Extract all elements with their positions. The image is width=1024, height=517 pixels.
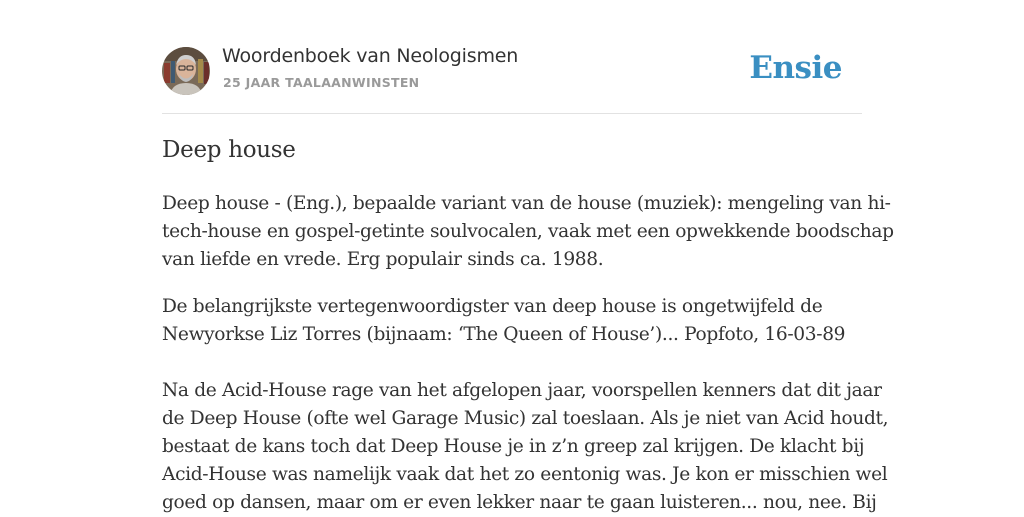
- definition-paragraph: [162, 190, 894, 274]
- paragraph-line: goed op dansen, maar om er even lekker naar te gaan luisteren... nou, nee. Bij: [162, 492, 877, 513]
- paragraph-line: Newyorkse Liz Torres (bijnaam: ‘The Queen of House’)... Popfoto, 16-03-89: [162, 324, 846, 345]
- site-header: [162, 0, 862, 114]
- page-container: [162, 0, 894, 513]
- site-title[interactable]: Woordenboek van Neologismen: [222, 45, 519, 67]
- avatar[interactable]: [162, 47, 210, 95]
- paragraph-line: Na de Acid-House rage van het afgelopen jaar, voorspellen kenners dat dit jaar: [162, 380, 882, 401]
- site-subtitle: 25 JAAR TAALAANWINSTEN: [223, 75, 420, 90]
- paragraph-line: de Deep House (ofte wel Garage Music) zal toeslaan. Als je niet van Acid houdt,: [162, 408, 889, 429]
- paragraph-line: Acid-House was namelijk vaak dat het zo eentonig was. Je kon er misschien wel: [162, 464, 888, 485]
- paragraph-line: tech-house en gospel-getinte soulvocalen, vaak met een opwekkende boodschap: [162, 221, 894, 242]
- brand-logo[interactable]: Ensie: [749, 50, 842, 86]
- paragraph-line: van liefde en vrede. Erg populair sinds ca. 1988.: [162, 249, 604, 270]
- paragraph-line: bestaat de kans toch dat Deep House je in z’n greep zal krijgen. De klacht bij: [162, 436, 865, 457]
- quote-paragraph: [162, 377, 889, 517]
- paragraph-line: De belangrijkste vertegenwoordigster van deep house is ongetwijfeld de: [162, 296, 823, 317]
- entry-title: Deep house: [162, 137, 296, 163]
- paragraph-line: Deep house - (Eng.), bepaalde variant van de house (muziek): mengeling van hi-: [162, 193, 891, 214]
- avatar-portrait-icon: [162, 47, 210, 95]
- citation-paragraph: [162, 293, 862, 349]
